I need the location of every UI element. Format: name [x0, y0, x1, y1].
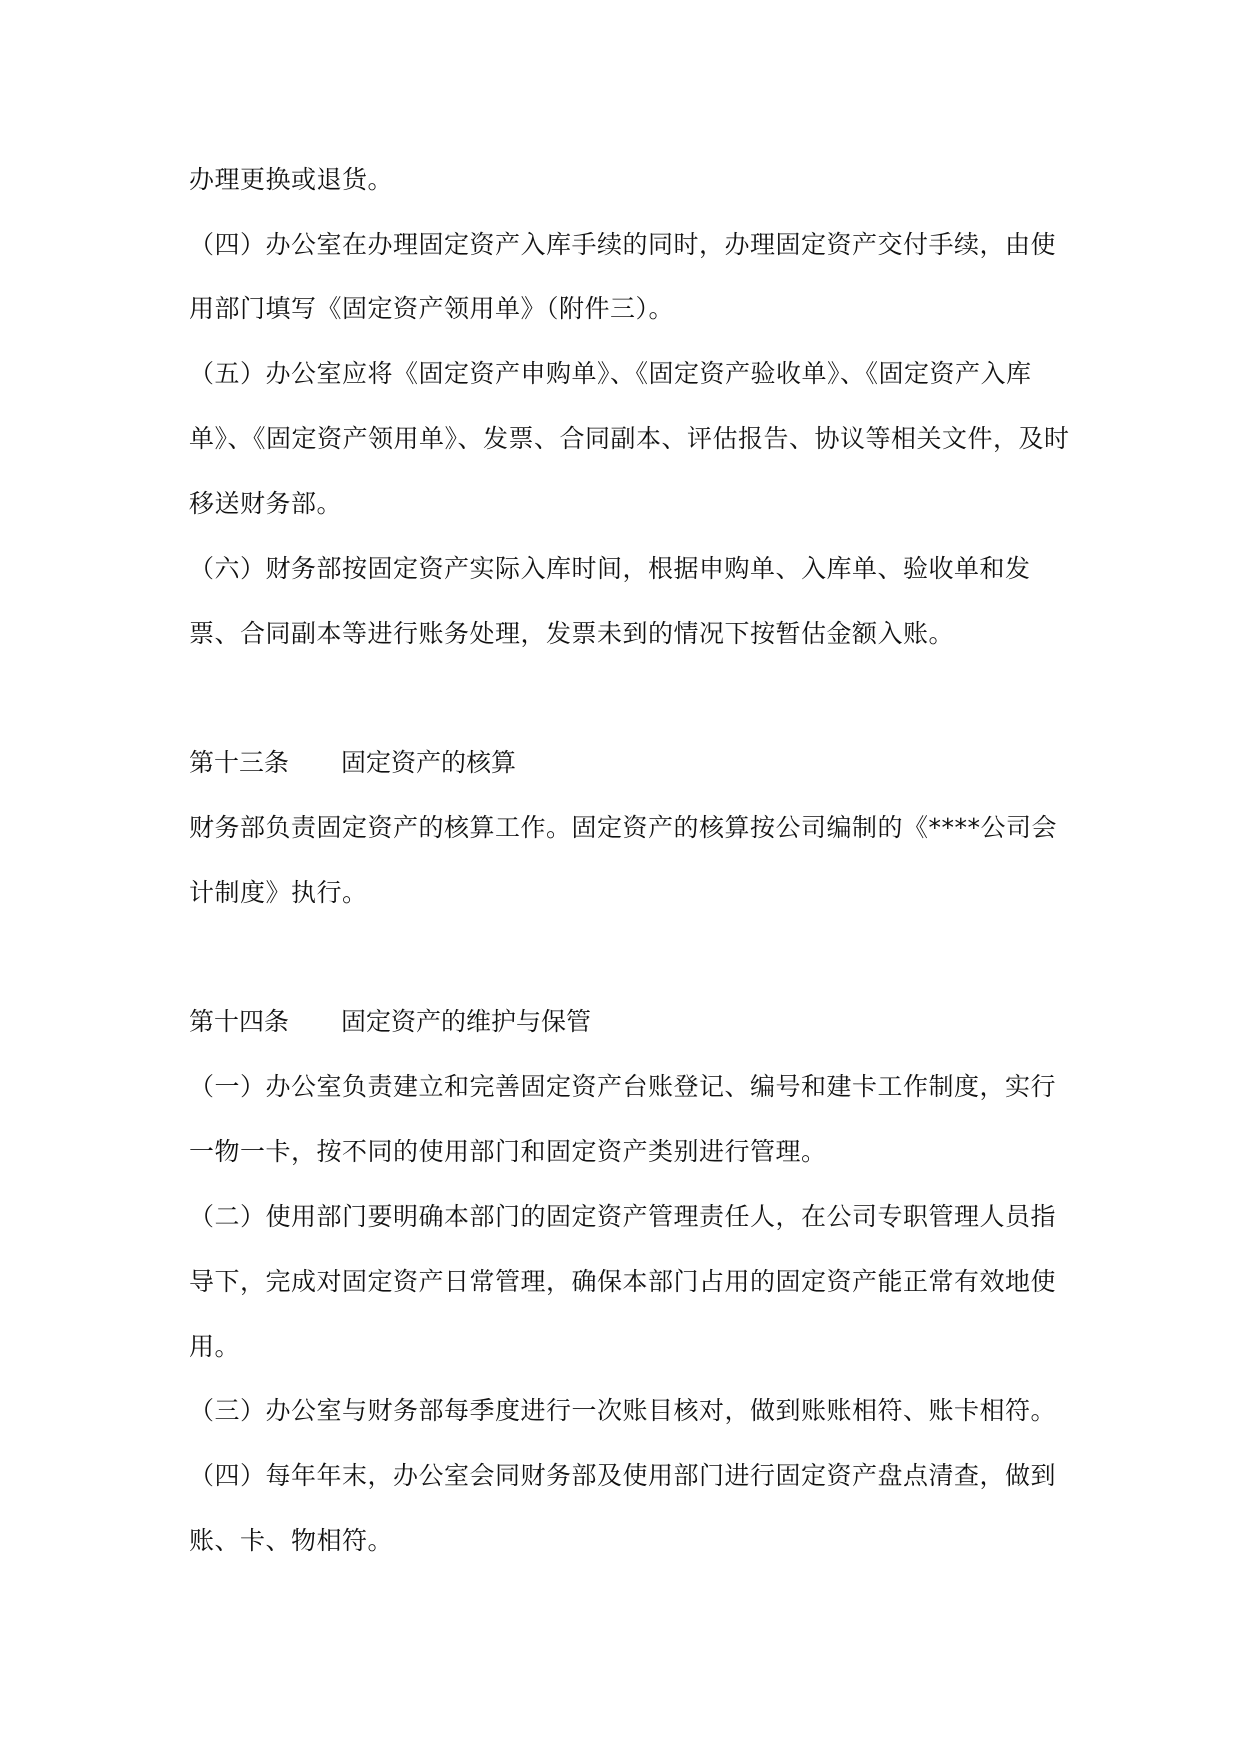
- paragraph-line: 办理更换或退货。: [189, 165, 394, 194]
- paragraph-line: 一物一卡，按不同的使用部门和固定资产类别进行管理。: [189, 1137, 827, 1166]
- paragraph-line: 导下，完成对固定资产日常管理，确保本部门占用的固定资产能正常有效地使: [189, 1267, 1057, 1296]
- paragraph-line: （三）办公室与财务部每季度进行一次账目核对，做到账账相符、账卡相符。: [189, 1396, 1057, 1425]
- paragraph-line: 账、卡、物相符。: [189, 1526, 394, 1555]
- paragraph-line: 票、合同副本等进行账务处理，发票未到的情况下按暂估金额入账。: [189, 619, 955, 648]
- article-14-heading: [189, 1005, 591, 1039]
- paragraph-line: （四）每年年末，办公室会同财务部及使用部门进行固定资产盘点清查，做到: [189, 1461, 1057, 1490]
- paragraph-line: 财务部负责固定资产的核算工作。固定资产的核算按公司编制的《****公司会: [189, 813, 1058, 842]
- paragraph-line: 单》、《固定资产领用单》、发票、合同副本、评估报告、协议等相关文件，及时: [189, 424, 1070, 453]
- paragraph-line: 用。: [189, 1332, 241, 1361]
- paragraph-line: （六）财务部按固定资产实际入库时间，根据申购单、入库单、验收单和发: [189, 554, 1031, 583]
- paragraph-line: 移送财务部。: [189, 489, 343, 518]
- paragraph-line: （四）办公室在办理固定资产入库手续的同时，办理固定资产交付手续，由使: [189, 230, 1057, 259]
- article-14-number: 第十四条: [189, 1007, 290, 1036]
- article-14-title: 固定资产的维护与保管: [341, 1007, 592, 1036]
- paragraph-line: 计制度》执行。: [189, 878, 368, 907]
- article-13-heading: [189, 746, 516, 780]
- paragraph-line: （二）使用部门要明确本部门的固定资产管理责任人，在公司专职管理人员指: [189, 1202, 1057, 1231]
- article-13-number: 第十三条: [189, 748, 290, 777]
- article-13-title: 固定资产的核算: [341, 748, 517, 777]
- paragraph-line: 用部门填写《固定资产领用单》（附件三）。: [189, 294, 675, 323]
- paragraph-line: （一）办公室负责建立和完善固定资产台账登记、编号和建卡工作制度，实行: [189, 1072, 1057, 1101]
- paragraph-line: （五）办公室应将《固定资产申购单》、《固定资产验收单》、《固定资产入库: [189, 359, 1032, 388]
